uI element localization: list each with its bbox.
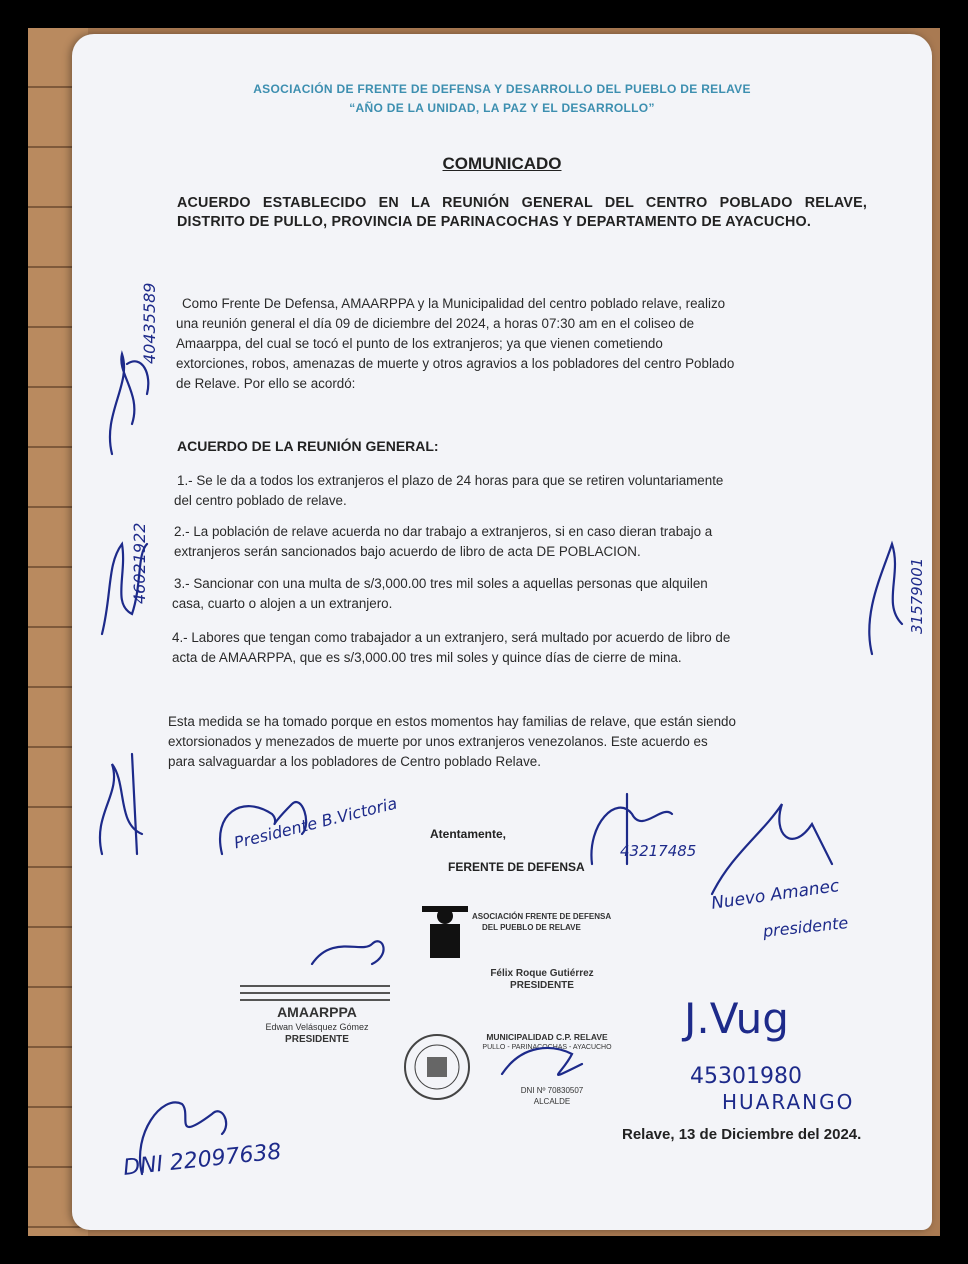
agreement-line: extranjeros serán sancionados bajo acuerdo de libro de acta DE POBLACION. — [174, 544, 641, 559]
year-motto: “AÑO DE LA UNIDAD, LA PAZ Y EL DESARROLLO” — [349, 101, 655, 115]
agreement-line: del centro poblado de relave. — [174, 493, 347, 508]
signoff-org: FERENTE DE DEFENSA — [448, 860, 585, 874]
handwritten-name: HUARANGO — [722, 1090, 855, 1114]
stamp-line: PULLO - PARINACOCHAS - AYACUCHO — [482, 1044, 612, 1051]
signature-strokes — [72, 34, 932, 1230]
handwritten-initials: J.Vug — [684, 994, 789, 1043]
document-title: COMUNICADO — [442, 154, 562, 173]
agreement-line: 3.- Sancionar con una multa de s/3,000.00 tres mil soles a aquellas personas que alquilen — [174, 576, 708, 591]
handwritten-title: presidente — [762, 913, 850, 941]
agreement-line: casa, cuarto o alojen a un extranjero. — [172, 596, 393, 611]
intro-line: extorciones, robos, amenazas de muerte y otros agravios a los pobladores del centro Poblado — [176, 356, 735, 371]
stamp-name: Félix Roque Gutiérrez — [490, 968, 594, 979]
handwritten-dni: 43217485 — [620, 842, 697, 860]
intro-line: Como Frente De Defensa, AMAARPPA y la Municipalidad del centro poblado relave, realizo — [182, 296, 726, 311]
regards-text: Atentamente, — [430, 827, 507, 841]
agreement-line: 2.- La población de relave acuerda no dar trabajo a extranjeros, si en caso dieran trabajo a — [174, 524, 713, 539]
stamp-role: PRESIDENTE — [510, 980, 574, 991]
agreement-line: 4.- Labores que tengan como trabajador a un extranjero, será multado por acuerdo de libro de — [172, 630, 731, 645]
handwritten-title: Presidente B.Victoria — [232, 793, 399, 853]
organization-header: ASOCIACIÓN DE FRENTE DE DEFENSA Y DESARROLLO DEL PUEBLO DE RELAVE — [253, 82, 751, 96]
stamp-line: DEL PUEBLO DE RELAVE — [482, 923, 581, 932]
paper-sheet — [72, 34, 932, 1230]
handwritten-dni: 40435589 — [140, 282, 159, 364]
handwritten-dni: 46021922 — [130, 522, 149, 604]
document-subject: ACUERDO ESTABLECIDO EN LA REUNIÓN GENERAL DEL CENTRO POBLADO RELAVE, DISTRITO DE PULLO, PROVINCIA DE PARINACOCHAS Y DEPARTAMENTO DE AYACUCHO. — [177, 195, 867, 230]
agreements-heading: ACUERDO DE LA REUNIÓN GENERAL: — [177, 438, 439, 454]
stamp-org: AMAARPPA — [277, 1004, 357, 1020]
closing-line: extorsionados y menezados de muerte por unos extranjeros venezolanos. Este acuerdo es — [168, 734, 708, 749]
intro-line: Amaarppa, del cual se tocó el punto de los extranjeros; ya que vienen cometiendo — [176, 336, 663, 351]
intro-line: una reunión general el día 09 de diciembre del 2024, a horas 07:30 am en el coliseo de — [176, 316, 695, 331]
stamp-name: Edwan Velásquez Gómez — [265, 1022, 369, 1032]
document-photo — [28, 28, 940, 1236]
agreement-line: 1.- Se le da a todos los extranjeros el plazo de 24 horas para que se retiren voluntariamente — [177, 473, 724, 488]
handwritten-dni: 31579001 — [908, 557, 926, 634]
handwritten-title: Nuevo Amanec — [710, 876, 841, 914]
handwritten-dni: DNI 22097638 — [122, 1139, 283, 1181]
intro-line: de Relave. Por ello se acordó: — [176, 376, 356, 391]
stamp-line: MUNICIPALIDAD C.P. RELAVE — [486, 1032, 608, 1042]
stamp-role: ALCALDE — [533, 1097, 571, 1106]
date-line: Relave, 13 de Diciembre del 2024. — [622, 1126, 862, 1143]
handwritten-dni: 45301980 — [690, 1064, 802, 1089]
stamp-line: ASOCIACIÓN FRENTE DE DEFENSA — [472, 912, 612, 921]
agreement-line: acta de AMAARPPA, que es s/3,000.00 tres mil soles y quince días de cierre de mina. — [172, 650, 682, 665]
closing-line: para salvaguardar a los pobladores de Centro poblado Relave. — [168, 754, 541, 769]
closing-line: Esta medida se ha tomado porque en estos momentos hay familias de relave, que están siendo — [168, 714, 736, 729]
stamp-role: PRESIDENTE — [285, 1034, 349, 1045]
stamp-dni: DNI Nº 70830507 — [520, 1086, 584, 1095]
